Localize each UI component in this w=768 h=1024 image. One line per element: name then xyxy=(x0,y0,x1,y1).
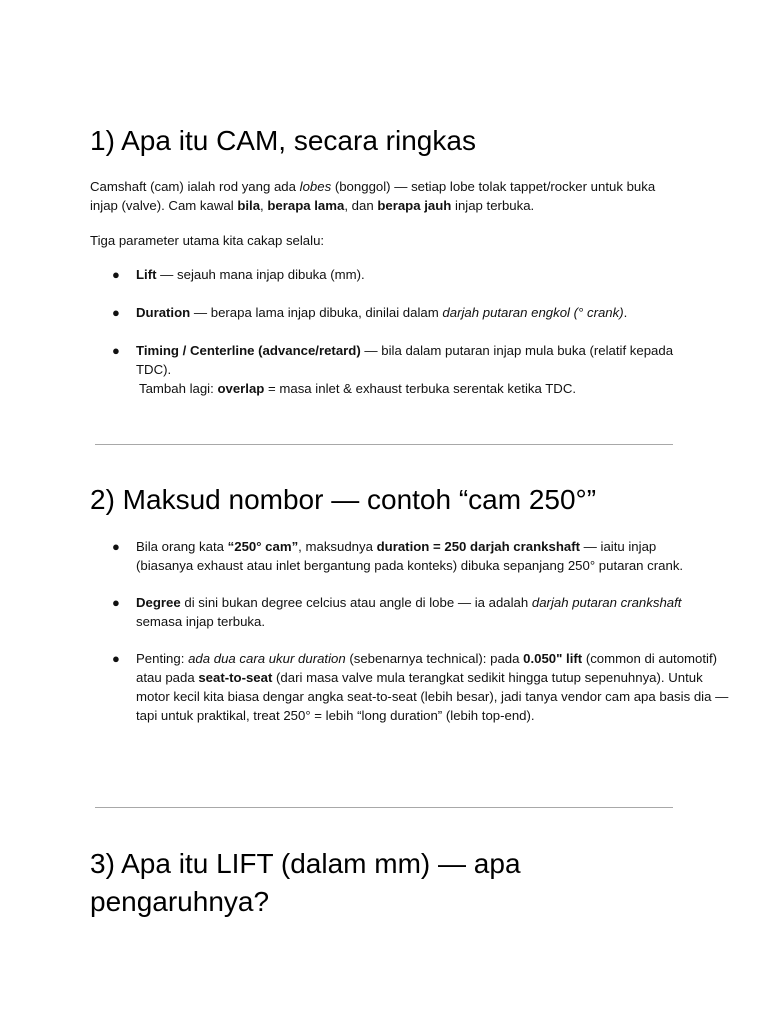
list-item-text: semasa injap terbuka. xyxy=(136,614,266,629)
list-item xyxy=(90,265,690,284)
bullet-icon: ● xyxy=(112,539,120,554)
list-item-term: Timing / Centerline (advance/retard) xyxy=(136,343,361,358)
list-item-subline xyxy=(136,379,696,398)
section-1-params-intro: Tiga parameter utama kita cakap selalu: xyxy=(90,233,325,248)
list-item-text: , maksudnya xyxy=(298,539,377,554)
subline-text: = masa inlet & exhaust terbuka serentak ketika TDC. xyxy=(264,381,577,396)
section-divider xyxy=(95,807,673,808)
list-item-bold: Degree xyxy=(136,595,181,610)
bullet-icon: ● xyxy=(112,595,120,610)
section-1-intro-paragraph xyxy=(90,177,670,215)
list-item xyxy=(90,537,704,575)
list-item-text: Penting: xyxy=(136,651,189,666)
section-2-heading: 2) Maksud nombor — contoh “cam 250°” xyxy=(90,484,597,515)
list-item xyxy=(90,593,704,631)
intro-text: (bonggol) — setiap lobe tolak tappet/rocker untuk buka injap (valve). Cam kawal xyxy=(90,179,656,213)
subline-bold: overlap xyxy=(217,381,265,396)
list-item-text: — berapa lama injap dibuka, dinilai dalam xyxy=(190,305,443,320)
intro-text: injap terbuka. xyxy=(451,198,535,213)
section-divider xyxy=(95,444,673,445)
list-item-text: — bila dalam putaran injap mula buka (relatif kepada TDC). xyxy=(136,343,674,377)
list-item-bold: “250° cam” xyxy=(227,539,299,554)
subline-text: Tambah lagi: xyxy=(139,381,218,396)
list-item xyxy=(90,649,734,725)
section-2-list xyxy=(90,537,729,725)
intro-bold: berapa lama xyxy=(267,198,345,213)
bullet-icon: ● xyxy=(112,343,120,358)
list-item-italic: ada dua cara ukur duration xyxy=(188,651,346,666)
intro-italic: lobes xyxy=(299,179,332,194)
intro-bold: berapa jauh xyxy=(377,198,452,213)
list-item-text: (sebenarnya technical): pada xyxy=(345,651,524,666)
list-item-bold: duration = 250 darjah crankshaft xyxy=(376,539,580,554)
list-item-text: (dari masa valve mula terangkat sedikit hingga tutup sepenuhnya). Untuk motor kecil kita biasa dengar angka seat-to-seat (lebih besar), jadi tanya vendor cam apa basis dia — tapi untuk praktikal, treat 250° = lebih “long duration” (lebih top-end). xyxy=(136,670,729,723)
list-item-text: — iaitu injap (biasanya exhaust atau inlet bergantung pada konteks) dibuka sepanjang 250° putaran crank. xyxy=(136,539,684,573)
intro-text: , xyxy=(260,198,268,213)
list-item-term: Duration xyxy=(136,305,191,320)
intro-text: , dan xyxy=(344,198,378,213)
list-item-bold: 0.050" lift xyxy=(523,651,583,666)
list-item xyxy=(90,341,696,398)
bullet-icon: ● xyxy=(112,651,120,666)
list-item-bold: seat-to-seat xyxy=(198,670,273,685)
list-item-text: (common di automotif) atau pada xyxy=(136,651,718,685)
list-item-text: Bila orang kata xyxy=(136,539,228,554)
list-item-italic: darjah putaran engkol (° crank) xyxy=(442,305,624,320)
list-item-term: Lift xyxy=(136,267,157,282)
section-1-heading: 1) Apa itu CAM, secara ringkas xyxy=(90,125,476,156)
bullet-icon: ● xyxy=(112,305,120,320)
bullet-icon: ● xyxy=(112,267,120,282)
intro-text: Camshaft (cam) ialah rod yang ada xyxy=(90,179,300,194)
list-item-text: — sejauh mana injap dibuka (mm). xyxy=(156,267,365,282)
list-item-italic: darjah putaran crankshaft xyxy=(531,595,682,610)
intro-bold: bila xyxy=(237,198,261,213)
section-3-heading: 3) Apa itu LIFT (dalam mm) — apa pengaruhnya? xyxy=(90,848,521,917)
list-item xyxy=(90,303,690,322)
list-item-text: . xyxy=(623,305,628,320)
section-1-parameter-list xyxy=(90,265,690,398)
list-item-text: di sini bukan degree celcius atau angle di lobe — ia adalah xyxy=(180,595,532,610)
